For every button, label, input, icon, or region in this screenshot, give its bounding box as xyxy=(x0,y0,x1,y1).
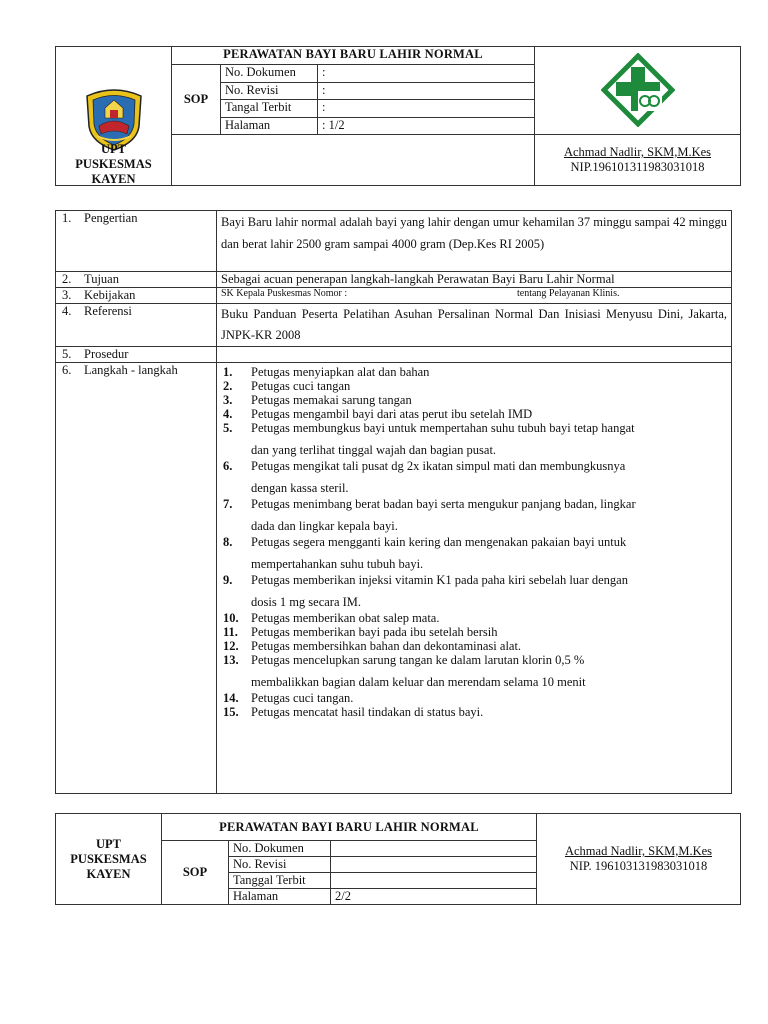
step-text: Petugas memberikan obat salep mata. xyxy=(251,611,440,625)
org-line: KAYEN xyxy=(86,866,131,881)
step-text: Petugas mencatat hasil tindakan di status bayi. xyxy=(251,705,484,719)
org-line: PUSKESMAS xyxy=(75,157,152,171)
header-table-bottom xyxy=(55,813,741,905)
step-text-continued: dada dan lingkar kepala bayi. xyxy=(251,519,398,533)
step-text: Petugas cuci tangan. xyxy=(251,691,354,705)
row-number: 1. xyxy=(62,211,72,225)
step-item xyxy=(217,407,731,421)
step-number: 4. xyxy=(223,407,233,421)
field-label: Halaman xyxy=(221,117,318,134)
row-label xyxy=(56,211,217,272)
step-item xyxy=(217,691,731,705)
step-text: Petugas menyiapkan alat dan bahan xyxy=(251,365,430,379)
step-number: 13. xyxy=(223,653,239,667)
table-row xyxy=(56,347,732,363)
step-item xyxy=(217,625,731,639)
policy-text: SK Kepala Puskesmas Nomor : xyxy=(221,288,348,299)
row-number: 2. xyxy=(62,272,72,286)
step-text-continued: dan yang terlihat tinggal wajah dan bagian pusat. xyxy=(251,443,497,457)
step-text: Petugas mengambil bayi dari atas perut ibu setelah IMD xyxy=(251,407,533,421)
step-item xyxy=(217,653,731,689)
field-label: No. Dokumen xyxy=(221,65,318,82)
step-number: 2. xyxy=(223,379,233,393)
step-item xyxy=(217,639,731,653)
step-text: Petugas segera mengganti kain kering dan mengenakan pakaian bayi untuk xyxy=(251,535,627,549)
step-text-continued: dengan kassa steril. xyxy=(251,481,349,495)
org-line: PUSKESMAS xyxy=(70,851,147,866)
step-text-continued: dosis 1 mg secara IM. xyxy=(251,595,362,609)
step-text-continued: membalikkan bagian dalam keluar dan merendam selama 10 menit xyxy=(251,675,586,689)
field-label: Tanggal Terbit xyxy=(229,873,331,889)
step-number: 6. xyxy=(223,459,233,473)
document-title-bottom: PERAWATAN BAYI BARU LAHIR NORMAL xyxy=(162,814,537,841)
step-text: Petugas menimbang berat badan bayi serta mengukur panjang badan, lingkar xyxy=(251,497,636,511)
step-item xyxy=(217,459,731,495)
step-number: 1. xyxy=(223,365,233,379)
table-row xyxy=(56,272,732,288)
row-number: 5. xyxy=(62,347,72,361)
signer-block-bottom xyxy=(537,814,741,905)
step-item xyxy=(217,379,731,393)
step-number: 11. xyxy=(223,625,238,639)
step-number: 8. xyxy=(223,535,233,549)
row-label-text: Langkah - langkah xyxy=(84,363,178,377)
step-number: 5. xyxy=(223,421,233,435)
table-row xyxy=(56,304,732,347)
row-content: Sebagai acuan penerapan langkah-langkah Perawatan Bayi Baru Lahir Normal xyxy=(217,272,732,288)
step-item xyxy=(217,393,731,407)
step-text-continued: mempertahankan suhu tubuh bayi. xyxy=(251,557,424,571)
table-row xyxy=(56,363,732,794)
field-value: 2/2 xyxy=(331,889,537,905)
signer-nip: NIP.196101311983031018 xyxy=(570,159,705,174)
row-label-text: Tujuan xyxy=(84,272,119,286)
row-number: 3. xyxy=(62,288,72,302)
field-value xyxy=(331,857,537,873)
step-item xyxy=(217,573,731,609)
field-value: : 1/2 xyxy=(318,117,535,134)
step-item xyxy=(217,611,731,625)
step-text: Petugas memberikan injeksi vitamin K1 pada paha kiri sebelah luar dengan xyxy=(251,573,628,587)
step-item xyxy=(217,535,731,571)
procedure-table xyxy=(55,210,732,794)
signer-nip: NIP. 196103131983031018 xyxy=(569,859,708,873)
step-text: Petugas cuci tangan xyxy=(251,379,351,393)
step-number: 12. xyxy=(223,639,239,653)
step-item xyxy=(217,365,731,379)
field-label: No. Dokumen xyxy=(229,841,331,857)
steps-cell xyxy=(217,363,732,794)
org-line: KAYEN xyxy=(91,172,136,186)
step-number: 7. xyxy=(223,497,233,511)
org-line: UPT xyxy=(101,142,126,156)
step-number: 15. xyxy=(223,705,239,719)
blank-cell xyxy=(172,134,535,185)
signer-name: Achmad Nadlir, SKM,M.Kes xyxy=(563,144,712,159)
sop-label-bottom: SOP xyxy=(162,841,229,905)
step-text: Petugas membersihkan bahan dan dekontaminasi alat. xyxy=(251,639,522,653)
org-line: UPT xyxy=(96,836,121,851)
table-row xyxy=(56,211,732,272)
step-number: 9. xyxy=(223,573,233,587)
row-content: Bayi Baru lahir normal adalah bayi yang lahir dengan umur kehamilan 37 minggu sampai 42 minggu dan berat lahir 2500 gram sampai 4000 gram (Dep.Kes RI 2005) xyxy=(217,211,732,272)
row-number: 6. xyxy=(62,363,72,377)
row-content xyxy=(217,347,732,363)
field-label: Halaman xyxy=(229,889,331,905)
row-label-text: Kebijakan xyxy=(84,288,136,302)
step-text: Petugas memberikan bayi pada ibu setelah bersih xyxy=(251,625,498,639)
step-number: 3. xyxy=(223,393,233,407)
field-label: Tangal Terbit xyxy=(221,100,318,117)
step-item xyxy=(217,421,731,457)
org-name xyxy=(56,142,171,187)
row-number: 4. xyxy=(62,304,72,318)
row-label-text: Referensi xyxy=(84,304,132,318)
step-number: 10. xyxy=(223,611,239,625)
steps-list xyxy=(217,363,731,719)
signer-name: Achmad Nadlir, SKM,M.Kes xyxy=(564,844,713,858)
step-item xyxy=(217,497,731,533)
org-name-bottom xyxy=(56,814,162,905)
field-label: No. Revisi xyxy=(229,857,331,873)
sop-label: SOP xyxy=(172,65,221,135)
step-text: Petugas mencelupkan sarung tangan ke dalam larutan klorin 0,5 % xyxy=(251,653,585,667)
field-value xyxy=(331,841,537,857)
document-title: PERAWATAN BAYI BARU LAHIR NORMAL xyxy=(172,47,535,65)
field-value: : xyxy=(318,82,535,99)
policy-text-2: tentang Pelayanan Klinis. xyxy=(517,288,620,299)
field-label: No. Revisi xyxy=(221,82,318,99)
signer-block xyxy=(535,134,741,185)
row-label-text: Pengertian xyxy=(84,211,138,225)
field-value: : xyxy=(318,100,535,117)
row-content: Buku Panduan Peserta Pelatihan Asuhan Persalinan Normal Dan Inisiasi Menyusu Dini, Jakarta, JNPK-KR 2008 xyxy=(217,304,732,347)
step-item xyxy=(217,705,731,719)
step-text: Petugas membungkus bayi untuk mempertahan suhu tubuh bayi tetap hangat xyxy=(251,421,635,435)
step-text: Petugas mengikat tali pusat dg 2x ikatan simpul mati dan membungkusnya xyxy=(251,459,626,473)
step-text: Petugas memakai sarung tangan xyxy=(251,393,412,407)
row-label-text: Prosedur xyxy=(84,347,129,361)
row-content xyxy=(217,288,732,304)
field-value xyxy=(331,873,537,889)
puskesmas-logo-icon xyxy=(601,53,675,127)
table-row xyxy=(56,288,732,304)
health-logo-cell xyxy=(535,47,741,135)
field-value: : xyxy=(318,65,535,82)
step-number: 14. xyxy=(223,691,239,705)
